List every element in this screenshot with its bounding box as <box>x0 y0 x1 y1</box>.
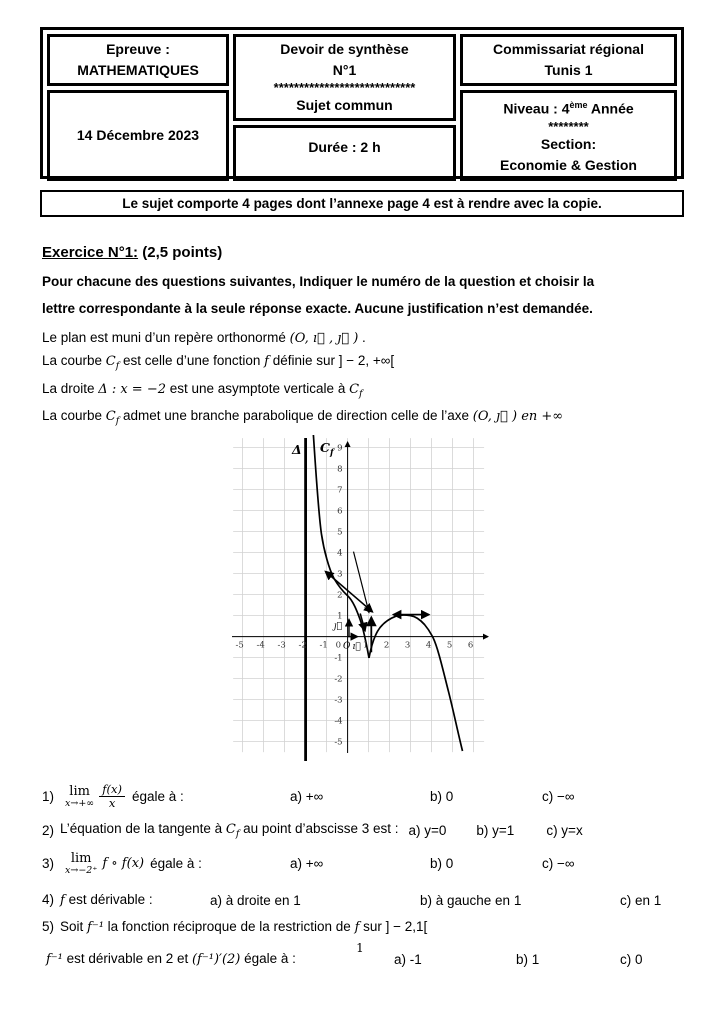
question-2-number: 2) <box>42 822 55 838</box>
svg-text:3: 3 <box>404 640 411 651</box>
epreuve-cell <box>47 34 229 86</box>
svg-text:7: 7 <box>337 485 343 496</box>
svg-text:5: 5 <box>337 527 343 538</box>
statement-3-text: La droite <box>42 380 99 396</box>
fraction-denominator: x <box>108 796 116 811</box>
question-5-interval: sur ] − 2,1[ <box>359 919 428 935</box>
statement-line-3 <box>42 378 684 406</box>
svg-text:8: 8 <box>337 464 343 475</box>
question-3-number: 3) <box>42 855 55 871</box>
question-2 <box>42 821 684 840</box>
title-cell <box>233 34 456 121</box>
question-1-option-c: c) −∞ <box>542 789 575 805</box>
exercise-points: (2,5 points) <box>138 244 223 261</box>
svg-text:-5: -5 <box>334 737 343 748</box>
questions-list <box>42 778 684 968</box>
svg-text:1: 1 <box>337 611 343 622</box>
question-5-number: 5) <box>42 919 55 935</box>
delta-label: Δ <box>292 441 302 457</box>
statement-2-end: définie sur ] − 2, +∞[ <box>268 353 395 368</box>
exercise-content <box>42 244 684 967</box>
question-4 <box>42 892 684 908</box>
svg-text:9: 9 <box>337 443 343 454</box>
question-1-option-b: b) 0 <box>430 789 454 805</box>
origin-label: O <box>343 641 351 652</box>
header-col-left <box>47 34 229 181</box>
left-half-tangent <box>354 551 370 612</box>
exam-date: 14 Décembre 2023 <box>76 126 200 143</box>
statement-line-4 <box>42 405 684 433</box>
notice-bar: Le sujet comporte 4 pages dont l’annexe page 4 est à rendre avec la copie. <box>40 190 684 217</box>
question-5-option-c: c) 0 <box>620 951 643 967</box>
question-3-option-a: a) +∞ <box>290 855 324 871</box>
statement-line-1 <box>42 327 684 350</box>
svg-text:-2: -2 <box>298 640 307 651</box>
svg-text:2: 2 <box>383 640 390 651</box>
svg-text:-5: -5 <box>235 640 244 651</box>
intro-line-1: Pour chacune des questions suivantes, Indiquer le numéro de la question et choisir la <box>42 274 595 289</box>
level-section-cell <box>460 90 677 181</box>
svg-text:6: 6 <box>337 506 343 517</box>
graph-svg <box>230 435 496 765</box>
question-3-stem <box>42 852 290 876</box>
curve-f-sub: f <box>359 388 363 400</box>
statement-1-text: Le plan est muni d’un repère orthonormé <box>42 330 290 345</box>
question-4-text: 4) f est dérivable : <box>42 892 153 909</box>
question-5-mid: la fonction réciproque de la restriction de <box>103 919 355 935</box>
question-5-option-a: a) -1 <box>394 951 422 967</box>
duration: Durée : 2 h <box>308 139 381 155</box>
stars-separator: **************************** <box>273 80 416 95</box>
organisation-cell <box>460 34 677 86</box>
statement-line-2 <box>42 350 684 378</box>
math-curve-Cf-3 <box>105 409 120 427</box>
organisation-line1: Commissariat régional <box>493 41 644 57</box>
fraction-numerator: f(x) <box>99 783 125 798</box>
svg-text:-3: -3 <box>277 640 286 651</box>
i-vector-label: ı⃗ <box>352 641 361 652</box>
question-5-line-1 <box>42 919 684 935</box>
svg-text:-4: -4 <box>256 640 265 651</box>
subject-type: Sujet commun <box>296 97 393 113</box>
curve-branch-right <box>369 615 463 751</box>
question-2-option-a: a) y=0 <box>408 822 447 838</box>
exercise-title-text: Exercice N°1: <box>42 244 139 261</box>
header-table <box>40 27 684 179</box>
curve-f-sub: f <box>115 415 120 427</box>
exam-title-line1: Devoir de synthèse <box>280 41 409 57</box>
question-2-option-b: b) y=1 <box>476 822 515 838</box>
organisation-line2: Tunis 1 <box>544 62 593 78</box>
curve-f-sub: f <box>115 360 120 372</box>
svg-text:4: 4 <box>337 548 343 559</box>
svg-text:-3: -3 <box>334 695 343 706</box>
question-3-option-b: b) 0 <box>430 855 454 871</box>
svg-text:-4: -4 <box>334 716 343 727</box>
math-curve-Cf <box>105 354 120 372</box>
header-col-middle <box>233 34 456 181</box>
statement-2-text: La courbe <box>42 353 106 368</box>
exam-title-line2: N°1 <box>332 62 357 78</box>
zero-label: 0 <box>335 640 341 651</box>
exercise-title <box>42 244 684 261</box>
statement-4-end: en +∞ <box>517 409 564 425</box>
intro-line-2: lettre correspondante à la seule réponse exacte. Aucune justification n’est demandée. <box>42 301 593 316</box>
question-5-text: Soit <box>60 919 88 935</box>
composition-expression: f ∘ f(x) <box>102 855 145 871</box>
lim-word: lim <box>70 850 92 866</box>
math-curve-Cf-2 <box>349 381 363 400</box>
svg-text:-2: -2 <box>334 674 343 685</box>
duration-cell <box>233 125 456 181</box>
question-4-option-b: b) à gauche en 1 <box>420 892 522 908</box>
question-3 <box>42 846 684 880</box>
section-label: Section: <box>540 135 597 152</box>
limit-block <box>65 852 97 876</box>
page-number: 1 <box>356 941 364 955</box>
svg-text:2: 2 <box>337 590 343 601</box>
svg-text:4: 4 <box>425 640 432 651</box>
question-4-option-a: a) à droite en 1 <box>210 892 301 908</box>
question-5-line2-text: f⁻¹ est dérivable en 2 et (f⁻¹)′(2) égale à : <box>46 951 296 968</box>
math-f: f <box>264 354 269 369</box>
question-1 <box>42 778 684 816</box>
grid <box>233 438 484 752</box>
question-3-option-c: c) −∞ <box>542 855 575 871</box>
svg-text:5: 5 <box>446 640 453 651</box>
lim-subscript: x→−2⁺ <box>65 864 98 876</box>
epreuve-subject: MATHEMATIQUES <box>77 62 199 78</box>
curve-C: C <box>349 381 360 397</box>
question-3-tail: égale à : <box>150 855 202 871</box>
svg-text:-1: -1 <box>334 653 343 664</box>
fraction-block <box>99 783 125 811</box>
exercise-intro <box>42 268 684 322</box>
statement-1-end: . <box>358 330 366 345</box>
question-1-number: 1) <box>42 789 55 805</box>
svg-text:1: 1 <box>362 640 369 651</box>
epreuve-label: Epreuve : <box>106 41 170 57</box>
curve-C: C <box>105 409 116 425</box>
stars-separator-2: ******** <box>548 118 589 134</box>
math-repere: (O, ı⃗ , ȷ⃗ ) <box>289 331 359 346</box>
lim-word: lim <box>69 784 90 800</box>
curve-label: $C_f$ <box>320 439 334 458</box>
question-1-tail: égale à : <box>131 789 184 805</box>
statement-3-mid: est une asymptote verticale à <box>165 380 350 396</box>
svg-text:6: 6 <box>467 640 474 651</box>
statement-2-mid: est celle d’une fonction <box>119 353 265 368</box>
statements <box>42 327 684 433</box>
header-col-right <box>460 34 677 181</box>
math-axis-Oj: (O, ȷ⃗ ) <box>472 409 518 425</box>
level-superscript: ème <box>569 100 588 110</box>
f-inverse-symbol: f⁻¹ <box>87 920 104 936</box>
level-line <box>464 95 673 120</box>
question-2-option-c: c) y=x <box>546 822 583 838</box>
question-2-text: L’équation de la tangente à $C_f$ au point d’abscisse 3 est : <box>60 820 399 840</box>
f-symbol: f <box>354 920 360 936</box>
level-suffix: Année <box>587 100 634 117</box>
tangent-line-arrow <box>326 571 373 611</box>
question-1-option-a: a) +∞ <box>290 789 324 805</box>
function-graph <box>42 435 684 770</box>
level-prefix: Niveau : 4 <box>503 100 570 117</box>
question-1-stem <box>42 783 290 811</box>
curve-C: C <box>105 354 116 369</box>
svg-text:-1: -1 <box>319 640 328 651</box>
lim-subscript: x→+∞ <box>65 798 95 810</box>
statement-4-text: La courbe <box>42 408 106 424</box>
question-4-option-c: c) en 1 <box>620 892 662 908</box>
svg-text:3: 3 <box>337 569 343 580</box>
statement-4-mid: admet une branche parabolique de direction celle de l’axe <box>119 408 473 424</box>
limit-block <box>65 785 94 809</box>
math-asymptote: Δ : x = −2 <box>98 381 166 397</box>
section-value: Economie & Gestion <box>500 156 637 173</box>
j-vector-label: ȷ⃗ <box>333 621 342 632</box>
question-5-option-b: b) 1 <box>516 951 540 967</box>
date-cell <box>47 90 229 181</box>
